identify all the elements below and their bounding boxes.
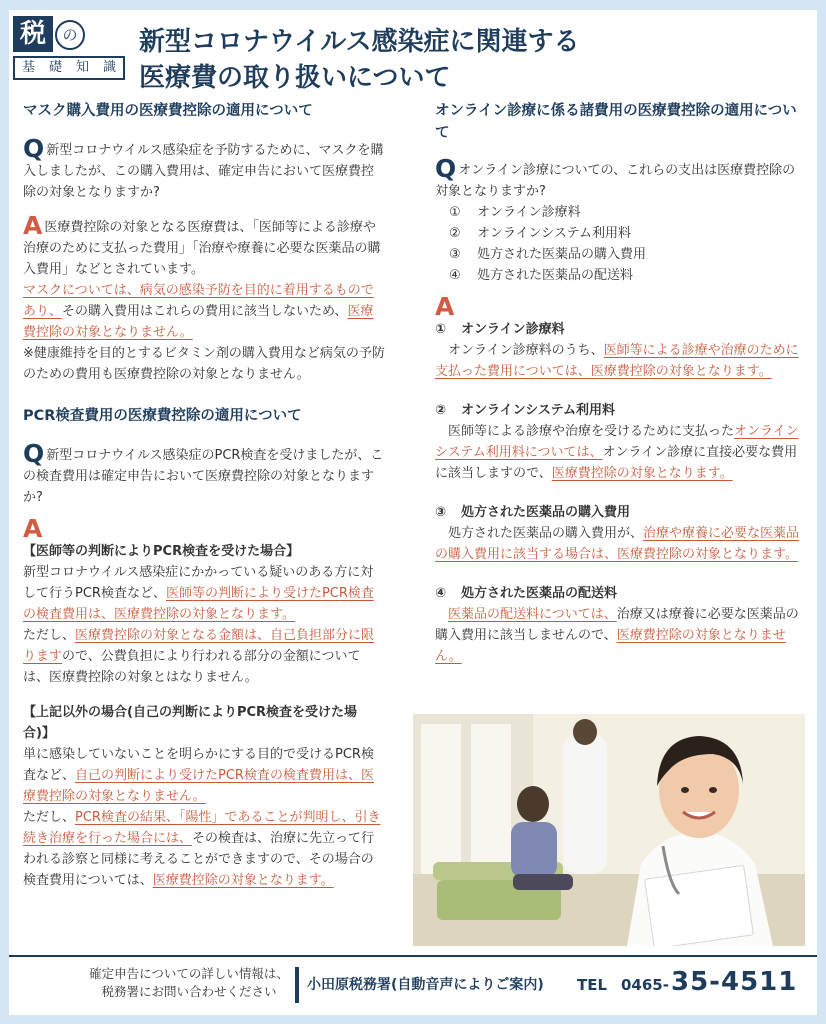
a4-num: ④ [435, 586, 447, 601]
a3-title [435, 502, 805, 523]
a1-body [435, 340, 805, 382]
pcr-question [23, 439, 385, 508]
pcr-case2-ul1: 自己の判断により受けたPCR検査の検査費用は、医療費控除の対象となりません。 [23, 768, 374, 804]
a3-ul1: 治療や療養に必要な医薬品の購入費用に該当する場合は、医療費控除の対象となります。 [435, 526, 800, 562]
pcr-case2-text1: 単に感染していないことを明らかにする目的で受けるPCR検査など、 [23, 747, 374, 783]
page-title-line1: 新型コロナウイルス感染症に関連する [139, 27, 580, 57]
list-item-num: ② [449, 226, 461, 241]
a2-ul2: 医療費控除の対象となります。 [551, 466, 733, 481]
a3-body [435, 523, 805, 565]
badge-kiso-char: 知 [75, 60, 89, 75]
list-item [435, 265, 805, 286]
a4-ul1: 医薬品の配送料については、 [448, 607, 617, 622]
pcr-case1-heading: 【医師等の判断によりPCR検査を受けた場合】 [23, 544, 300, 559]
footer-info-line2: 税務署にお問い合わせください [101, 984, 277, 999]
pcr-case2-text3: その検査は、治療に先立って行われる診察と同様に考えることができますので、その場合の検査費用については、 [23, 831, 375, 888]
a1-text1: オンライン診療料のうち、 [448, 343, 604, 358]
doctor-photo-illustration [413, 714, 805, 946]
series-badge [13, 16, 125, 82]
badge-zei: 税 [13, 16, 53, 52]
pcr-case1-text2: ただし、 [23, 628, 76, 643]
pcr-case1-text3: ので、公費負担により行われる部分の金額については、医療費控除の対象とはなりません。 [23, 649, 361, 685]
doctor-photo [413, 714, 805, 946]
mask-question-text: 新型コロナウイルス感染症を予防するために、マスクを購入しましたが、この購入費用は、確定申告において医療費控除の対象となりますか? [23, 143, 384, 200]
pcr-question-text: 新型コロナウイルス感染症のPCR検査を受けましたが、この検査費用は確定申告において医療費控除の対象となりますか? [23, 448, 384, 505]
mask-answer-text3: その購入費用はこれらの費用に該当しないため、 [62, 304, 348, 319]
a1-title-text: オンライン診療料 [461, 322, 565, 337]
pcr-case2-ul2: PCR検査の結果、「陽性」であることが判明し、引き続き治療を行った場合には、 [23, 810, 381, 846]
a1-num: ① [435, 322, 447, 337]
a-letter: A [23, 514, 43, 543]
badge-kiso-char: 識 [102, 60, 116, 75]
page [9, 10, 817, 1015]
a4-text1: 治療又は療養に必要な医薬品の購入費用に該当しませんので、 [435, 607, 799, 643]
a2-num: ② [435, 403, 447, 418]
left-column [23, 100, 385, 891]
list-item-label: オンライン診療料 [477, 205, 581, 220]
pcr-heading: PCR検査費用の医療費控除の適用について [23, 408, 302, 424]
pcr-case2-ul3: 医療費控除の対象となります。 [152, 873, 334, 888]
list-item [435, 223, 805, 244]
list-item [435, 244, 805, 265]
footer-info-line1: 確定申告についての詳しい情報は、 [89, 966, 289, 981]
a3-num: ③ [435, 505, 447, 520]
pcr-answer [23, 514, 385, 688]
right-column [435, 100, 805, 667]
a1-title [435, 319, 805, 340]
pcr-case2-text2: ただし、 [23, 810, 76, 825]
footer [9, 955, 817, 1015]
list-item-num: ① [449, 205, 461, 220]
list-item-label: 処方された医薬品の購入費用 [477, 247, 647, 262]
a4-title-text: 処方された医薬品の配送料 [461, 586, 618, 601]
mask-answer-text2: 病気の感染予防を目的に着用するものであり、 [23, 283, 374, 319]
q-letter: Q [435, 154, 457, 183]
a4-title [435, 583, 805, 604]
a-letter: A [435, 292, 455, 321]
list-item [435, 202, 805, 223]
pcr-case1-ul2: 医療費控除の対象となる金額は、自己負担部分に限ります [23, 628, 375, 664]
mask-question [23, 134, 385, 203]
a2-ul1: オンラインシステム利用料については、 [435, 424, 799, 460]
mask-answer [23, 211, 385, 385]
mask-heading: マスク購入費用の医療費控除の適用について [23, 103, 313, 119]
list-item-num: ③ [449, 247, 461, 262]
a2-text1: 医師等による診療や治療を受けるために支払った [448, 424, 735, 439]
badge-no: の [55, 20, 85, 50]
tel-label: TEL [577, 976, 608, 994]
list-item-label: オンラインシステム利用料 [477, 226, 631, 241]
a2-title-text: オンラインシステム利用料 [461, 403, 615, 418]
tel-area-code[interactable]: 0465- [621, 976, 669, 994]
badge-kiso-char: 礎 [48, 60, 62, 75]
online-question-text: オンライン診療についての、これらの支出は医療費控除の対象となりますか? [435, 163, 796, 199]
a3-title-text: 処方された医薬品の購入費用 [461, 505, 631, 520]
badge-kiso [13, 56, 125, 80]
page-title [139, 24, 699, 96]
online-question-list [435, 202, 805, 286]
mask-answer-ul1: マスクについては、 [23, 283, 140, 298]
a4-ul2: 医療費控除の対象となりません。 [435, 628, 786, 664]
a3-text1: 処方された医薬品の購入費用が、 [448, 526, 644, 541]
mask-answer-text1: 医療費控除の対象となる医療費は、「医師等による診療や治療のために支払った費用」「治療や療養に必要な医薬品の購入費用」などとされています。 [23, 220, 381, 277]
a4-body [435, 604, 805, 667]
page-title-line2: 医療費の取り扱いについて [139, 63, 451, 93]
online-heading: オンライン診療に係る諸費用の医療費控除の適用について [435, 103, 797, 141]
a-letter: A [23, 211, 43, 240]
pcr-case2-heading: 【上記以外の場合(自己の判断によりPCR検査を受けた場合)】 [23, 705, 358, 741]
footer-divider [295, 967, 299, 1003]
a2-title [435, 400, 805, 421]
q-letter: Q [23, 439, 45, 468]
q-letter: Q [23, 134, 45, 163]
mask-answer-note: ※健康維持を目的とするビタミン剤の購入費用など病気の予防のための費用も医療費控除の対象となりません。 [23, 346, 385, 382]
a2-body [435, 421, 805, 484]
a1-ul1: 医師等による診療や治療のために支払った費用については、医療費控除の対象となります。 [435, 343, 799, 379]
a2-text2: オンライン診療に直接必要な費用に該当しますので、 [435, 445, 798, 481]
footer-info [79, 965, 299, 1001]
pcr-case1-text1: 新型コロナウイルス感染症にかかっている疑いのある方に対して行うPCR検査など、 [23, 565, 374, 601]
tax-office-name: 小田原税務署(自動音声によりご案内) [307, 977, 544, 993]
pcr-case2 [23, 702, 385, 891]
online-question [435, 154, 805, 202]
online-answer-letter [435, 292, 805, 321]
badge-kiso-char: 基 [21, 60, 35, 75]
list-item-label: 処方された医薬品の配送料 [477, 268, 634, 283]
mask-answer-ul2: 医療費控除の対象となりません。 [23, 304, 374, 340]
pcr-case1-ul1: 医師等の判断により受けたPCR検査の検査費用は、医療費控除の対象となります。 [23, 586, 374, 622]
tel-number[interactable]: 35-4511 [671, 967, 798, 997]
list-item-num: ④ [449, 268, 461, 283]
